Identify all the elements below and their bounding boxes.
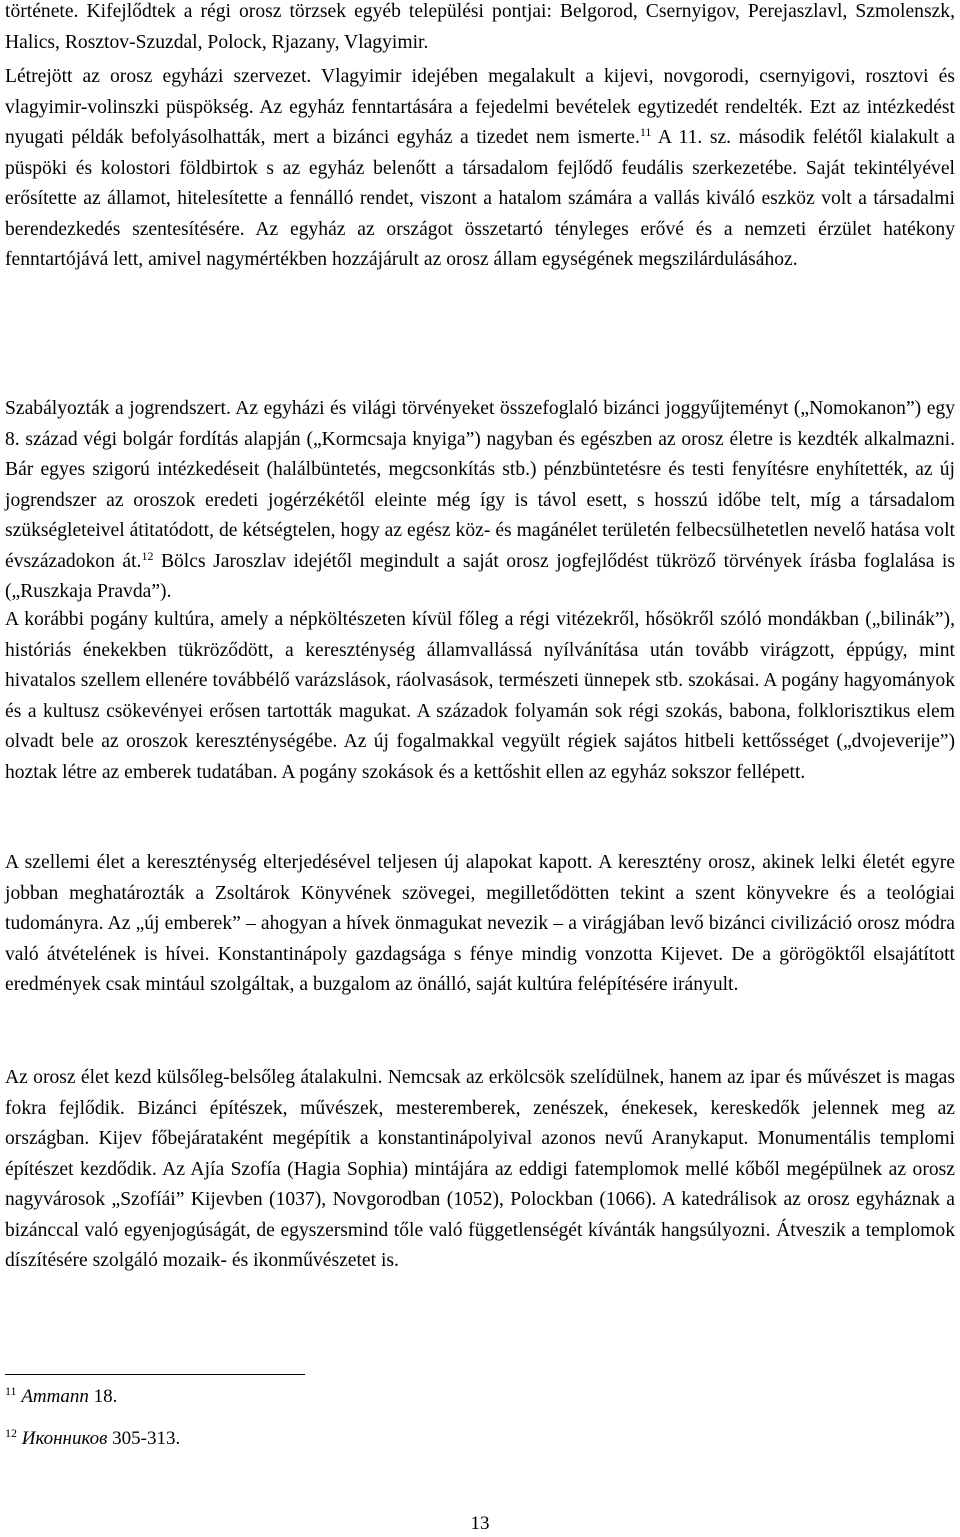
footnote-pages: 305-313. <box>107 1428 181 1449</box>
footnote-author: Ammann <box>21 1386 89 1407</box>
paragraph-3-text: Szabályozták a jogrendszert. Az egyházi és világi törvényeket összefoglaló bizánci joggyűjteményt („Nomokanon”) egy 8. század végi bolgár fordítás alapján („Kormcsaja knyiga”) nagyban és egészben az orosz életre is kezdték alkalmazni. Bár egyes szigorú intézkedéseit (halálbüntetés, megcsonkítás stb.) pénzbüntetésre és testi fenyítésre enyhítették, az új jogrendszer az oroszok eredeti jogérzékétől eleinte még így is távol esett, s hosszú időbe telt, míg a társadalom szükségleteivel átitatódott, de kétségtelen, hogy az egész köz- és magánélet területén felbecsülhetetlen nevelő hatása volt évszázadokon át. <box>5 398 955 572</box>
footnote-pages: 18. <box>88 1386 118 1407</box>
footnote-number: 12 <box>5 1426 17 1440</box>
paragraph-5: A szellemi élet a kereszténység elterjedésével teljesen új alapokat kapott. A keresztény orosz, akinek lelki életét egyre jobban meghatározták a Zsoltárok Könyvének szövegei, megilletődötten tekint a szent könyvekre és a teológiai tudományra. Az „új emberek” – ahogyan a hívek önmagukat nevezik – a virágjában levő bizánci civilizáció orosz módra való átvételének is hívei. Konstantinápoly gazdagsága s fénye mindig vonzotta Kijevet. De a görögöktől elsajátított eredmények csak mintául szolgáltak, a buzgalom az önálló, saját kultúra felépítésére irányult. <box>5 852 955 995</box>
paragraph-4: A korábbi pogány kultúra, amely a népköltészeten kívül főleg a régi vitézekről, hősökről szóló mondákban („bilinák”), históriás énekekben tükröződött, a kereszténység államvallássá nyílvánítása után tovább virágzott, éppúgy, mint hivatalos szellem ellenére továbbélő varázslások, ráolvasások, természeti ünnepek stb. szokásai. A pogány hagyományok és a kultusz csökevényei erősen tartották magukat. A századok folyamán sok régi szokás, babona, folklorisztikus elem olvadt bele az oroszok kereszténységébe. Az új fogalmakkal vegyült régiek sajátos hitbeli kettősséget („dvojeverije”) hoztak létre az emberek tudatában. A pogány szokások és a kettőshit ellen az egyház sokszor fellépett. <box>5 609 955 783</box>
paragraph-2 <box>5 62 955 276</box>
footnote-ref-11: 11 <box>639 125 652 139</box>
paragraph-3 <box>5 394 955 608</box>
paragraph-3-continued: Bölcs Jaroszlav idejétől megindult a saját orosz jogfejlődést tükröző törvények írásba foglalása is („Ruszkaja Pravda”). <box>5 550 955 602</box>
paragraph-2-continued: A 11. sz. második felétől kialakult a püspöki és kolostori földbirtok s az egyház belenőtt a társadalom fejlődő feudális szerkezetébe. Saját tekintélyével erősítette az államot, hitelesítette a fennálló rendet, viszont a hatalom számára a vallás kiváló eszköz volt a társadalmi berendezkedés szentesítésére. Az egyház az országot összetartó tényleges erővé és a nemzeti érzület hatékony fenntartójává lett, amivel nagymértékben hozzájárult az orosz állam egységének megszilárdulásához. <box>5 127 955 270</box>
page-number: 13 <box>470 1513 490 1534</box>
footnote-separator <box>5 1374 305 1375</box>
footnote-ref-12: 12 <box>141 548 154 563</box>
footnote-author: Иконников <box>21 1428 108 1449</box>
paragraph-6: Az orosz élet kezd külsőleg-belsőleg átalakulni. Nemcsak az erkölcsök szelídülnek, hanem az ipar és művészet is magas fokra fejlődik. Bizánci építészek, művészek, mesteremberek, zenészek, énekesek, kereskedők jelennek meg az országban. Kijev főbejárataként megépítik a konstantinápolyival azonos nevű Aranykaput. Monumentális templomi építészet kezdődik. Az Ajía Szofía (Hagia Sophia) mintájára az eddigi fatemplomok mellé kőből megépülnek az orosz nagyvárosok „Szofíái” Kijevben (1037), Novgorodban (1052), Polockban (1066). A katedrálisok az orosz egyháznak a bizánccal való egyenjogúságát, de egyszersmind tőle való függetlenségét kívánták hangsúlyozni. Átveszik a templomok díszítésére szolgáló mozaik- és ikonművészetet is. <box>5 1067 955 1271</box>
paragraph-2-text: Létrejött az orosz egyházi szervezet. Vlagyimir idejében megalakult a kijevi, novgorodi, csernyigovi, rosztovi és vlagyimir-volinszki püspökség. Az egyház fenntartására a fejedelmi bevételek egytizedét rendelték. Ezt az intézkedést nyugati példák befolyásolhatták, mert a bizánci egyház a tizedet nem ismerte. <box>5 66 955 148</box>
footnote-12 <box>5 1427 180 1451</box>
footnote-number: 11 <box>5 1384 17 1398</box>
paragraph-1: története. Kifejlődtek a régi orosz törzsek egyéb települési pontjai: Belgorod, Csernyigov, Perejaszlavl, Szmolenszk, Halics, Rosztov-Szuzdal, Polock, Rjazany, Vlagyimir. <box>5 1 955 53</box>
footnote-11 <box>5 1385 117 1409</box>
